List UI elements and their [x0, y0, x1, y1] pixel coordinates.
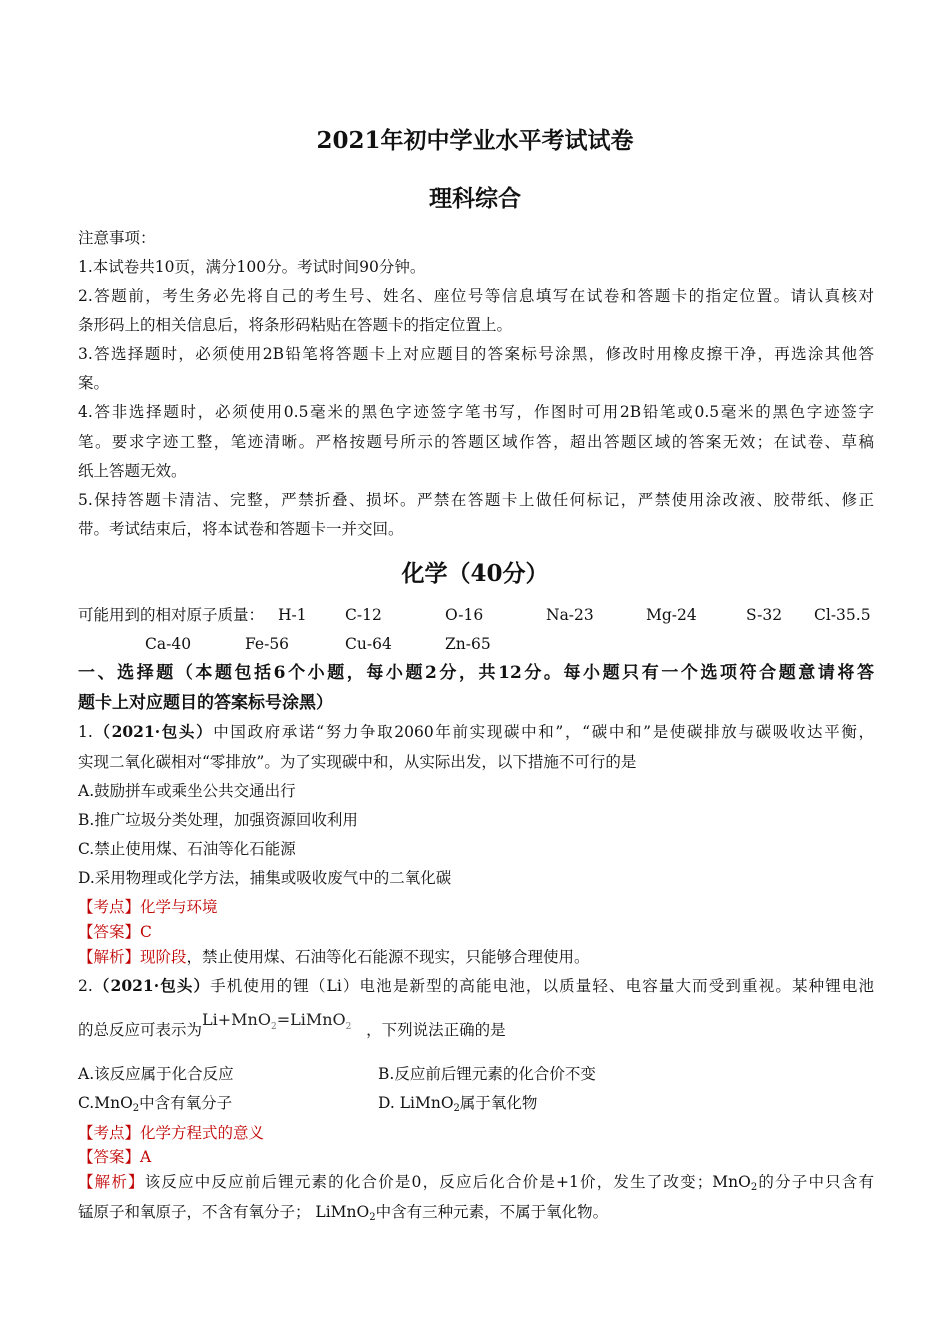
- reaction-equation: Li+MnO$_2$=LiMnO$_2$: [202, 1010, 352, 1032]
- q1-option-d: D.采用物理或化学方法，捕集或吸收废气中的二氧化碳: [78, 869, 452, 887]
- note-4-line-2: 笔。要求字迹工整，笔迹清晰。严格按题号所示的答题区域作答，超出答题区域的答案无效；在试卷、草稿: [78, 433, 874, 451]
- q1-stem-line-1: 1.（2021·包头）中国政府承诺“努力争取2060年前实现碳中和”，“碳中和”是使碳排放与碳吸收达平衡，: [78, 722, 874, 741]
- exam-subtitle: 理科综合: [429, 185, 521, 212]
- exam-title: 2021年初中学业水平考试试卷: [316, 127, 634, 154]
- note-1: 1.本试卷共10页，满分100分。考试时间90分钟。: [78, 258, 426, 276]
- chemistry-title: 化学（40分）: [401, 560, 549, 587]
- q2-option-d: D. LiMnO$_2$属于氧化物: [378, 1094, 538, 1114]
- note-5-line-2: 带。考试结束后，将本试卷和答题卡一并交回。: [78, 520, 404, 538]
- q1-option-c: C.禁止使用煤、石油等化石能源: [78, 840, 296, 858]
- q1-option-b: B.推广垃圾分类处理，加强资源回收利用: [78, 811, 358, 829]
- atomic-mass-label: 可能用到的相对原子质量：: [78, 606, 265, 624]
- q1-option-a: A.鼓励拼车或乘坐公共交通出行: [78, 782, 296, 800]
- q2-option-b: B.反应前后锂元素的化合价不变: [378, 1065, 596, 1083]
- q2-analysis-line-1: 【解析】该反应中反应前后锂元素的化合价是0，反应后化合价是+1价，发生了改变；MnO$_2$的分子中只含有: [78, 1173, 874, 1193]
- atomic-mass-item: Ca-40: [145, 635, 192, 653]
- atomic-mass-item: Mg-24: [646, 606, 697, 624]
- section-1-heading-line-1: 一、选择题（本题包括6个小题，每小题2分，共12分。每小题只有一个选项符合题意请将答: [78, 663, 874, 683]
- note-3-line-2: 案。: [78, 374, 110, 392]
- q2-knowledge-point: 【考点】化学方程式的意义: [78, 1124, 265, 1142]
- note-4-line-3: 纸上答题无效。: [78, 462, 187, 480]
- note-4-line-1: 4.答非选择题时，必须使用0.5毫米的黑色字迹签字笔书写，作图时可用2B铅笔或0.5毫米的黑色字迹签字: [78, 403, 874, 421]
- q2-option-c: C.MnO$_2$中含有氧分子: [78, 1094, 233, 1114]
- atomic-mass-item: H-1: [278, 606, 307, 624]
- q2-analysis-line-2: 锰原子和氧原子，不含有氧分子； LiMnO$_2$中含有三种元素，不属于氧化物。: [78, 1203, 609, 1223]
- atomic-mass-item: Na-23: [546, 606, 594, 624]
- q2-answer: 【答案】A: [78, 1148, 152, 1166]
- note-2-line-1: 2.答题前，考生务必先将自己的考生号、姓名、座位号等信息填写在试卷和答题卡的指定位置。请认真核对: [78, 287, 874, 305]
- section-1-heading-line-2: 题卡上对应题目的答案标号涂黑）: [78, 693, 333, 713]
- atomic-mass-item: Fe-56: [245, 635, 290, 653]
- q1-knowledge-point: 【考点】化学与环境: [78, 898, 218, 916]
- q2-stem-line-2: 的总反应可表示为Li+MnO$_2$=LiMnO$_2$ ，下列说法正确的是: [78, 1010, 506, 1039]
- note-2-line-2: 条形码上的相关信息后，将条形码粘贴在答题卡的指定位置上。: [78, 316, 513, 334]
- atomic-mass-item: Cu-64: [345, 635, 392, 653]
- note-3-line-1: 3.答选择题时，必须使用2B铅笔将答题卡上对应题目的答案标号涂黑，修改时用橡皮擦干净，再选涂其他答: [78, 345, 874, 363]
- note-5-line-1: 5.保持答题卡清洁、完整，严禁折叠、损坏。严禁在答题卡上做任何标记，严禁使用涂改液、胶带纸、修正: [78, 491, 874, 509]
- atomic-mass-item: Zn-65: [445, 635, 491, 653]
- q2-stem-line-1: 2.（2021·包头）手机使用的锂（Li）电池是新型的高能电池，以质量轻、电容量大而受到重视。某种锂电池: [78, 976, 874, 995]
- q1-analysis: 【解析】现阶段，禁止使用煤、石油等化石能源不现实，只能够合理使用。: [78, 948, 590, 966]
- q1-stem-line-2: 实现二氧化碳相对“零排放”。为了实现碳中和，从实际出发，以下措施不可行的是: [78, 753, 637, 771]
- atomic-mass-item: S-32: [746, 606, 783, 624]
- q2-option-a: A.该反应属于化合反应: [78, 1065, 234, 1083]
- notes-heading: 注意事项：: [78, 229, 156, 247]
- atomic-mass-item: Cl-35.5: [814, 606, 871, 624]
- atomic-mass-item: O-16: [445, 606, 484, 624]
- atomic-mass-item: C-12: [345, 606, 382, 624]
- q1-answer: 【答案】C: [78, 923, 152, 941]
